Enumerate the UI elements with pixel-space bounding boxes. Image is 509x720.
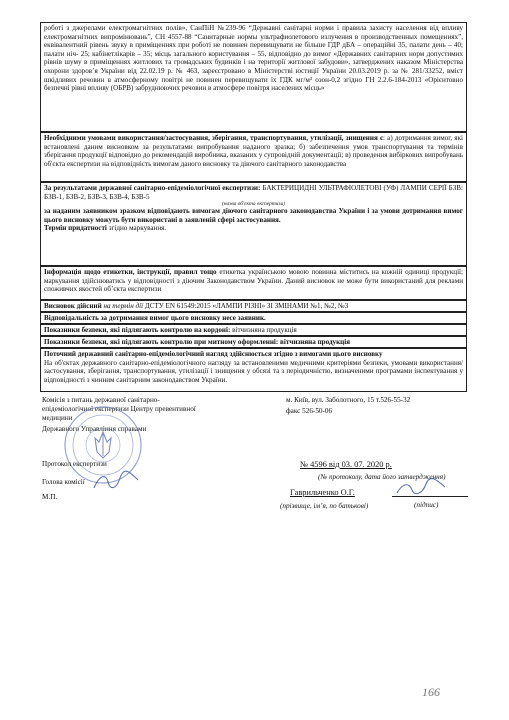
signer-name: Гаврильченко О.Г. [290,488,355,497]
label-info-text: етикетка українською мовою повинна міститись на кожній одиниці продукції; маркування здійснюватись у відповідності з діючим Законодавством України. Даний висновок не може бути використаний для реклами споживчих якостей об’єкта експертизи [44,268,463,294]
page-note: 166 [422,685,440,699]
block-border-control [40,324,467,336]
supervision-title: Поточний державний санітарно-епідеміологічний нагляд здійснюється згідно з вимогами цього висновку [44,350,383,358]
signature-caption: (підпис) [414,501,439,509]
validity-mid: на термін дії [103,302,144,310]
seal-label: М.П. [42,493,58,501]
validity-value: ДСТУ EN 61549:2015 «ЛАМПИ РІЗНІ» ЗІ ЗМІНАМИ №1, №2, №3 [144,302,349,310]
commission-line-2: епідеміологічної експертизи Центру превентивної [42,405,196,413]
term-label: Термін придатності [44,224,107,233]
responsibility-text: Відповідальність за дотримання вимог цього висновку несе заявник. [44,314,266,322]
conditions-text: : а) дотримання вимог, які встановлені даним висновком за результатами випробування наданого зразка; б) забезпечення умов транспортування та термінів зберігання продукції відповідно до рекомендацій виробника, вказаних у супровідній документації; в) проведення вибіркових випробувань об'єкта експертизи на відповідність вимогам даного висновку та діючого санітарного законодавства [44,134,463,168]
protocol-label: Протокол експертизи [42,460,107,468]
block-conditions [40,132,467,182]
address-block [286,396,476,416]
block-customs-control [40,336,467,348]
fax: факс 526-50-06 [286,407,333,415]
border-control-value: вітчизняна продукція [232,326,297,334]
commission-line-1: Комісія з питань державної санітарно- [42,396,160,404]
signer-caption: (прізвище, ім’я, по батькові) [280,502,369,510]
border-control-title: Показники безпеки, які підлягають контролю на кордоні: [44,326,231,334]
block-results [40,182,467,266]
supervision-text: На об'єктах державного санітарно-епідеміологічного нагляду за встановленими медичними критеріями безпеки, умовами використання/застосування, зберігання, транспортування, утилізації і знищення у обсязі та з періодичністю, визначеними програмами інспектування у відповідності з чинним санітарним законодавством України. [44,358,463,384]
block-norms [40,22,467,132]
signature-icon [92,470,142,492]
label-info-title: Інформація щодо етикетки, інструкції, правил тощо [44,268,217,276]
results-text: за наданим заявником зразком відповідають вимогам діючого санітарного законодавства України і за умови дотримання вимог цього висновку можуть бути використані в заявленій сфері застосування. [44,207,463,224]
head-label: Голова комісії [42,478,85,486]
protocol-number: № 4596 від 03. 07. 2020 р. [300,460,392,469]
block-validity [40,300,467,312]
block-responsibility [40,312,467,324]
customs-control-value: вітчизняна продукція [280,338,351,346]
address: м. Київ, вул. Заболотного, 15 т.526-55-32 [286,396,411,404]
norms-text: роботі з джерелами електромагнітних полів», СанПіН №239-96 “Державні санітарні норми і правила захисту населення від впливу електромагнітних випромінювань”, СН 4557-88 “Санитарные нормы ультрафиолетового излучения в производственных помещениях”, еквівалентний рівень звуку в приміщеннях при роботі не повинен перевищувати не більше ГДР дБА – операційні 35, палати день – 40; палати ніч- 25; кабінетлікарів – 35; місць загального користування – 55, відповідно до вимог «Державних санітарних норм допустимих рівнів шуму в приміщеннях житлових та громадських будинків і на території житлової забудови», затверджених наказом Міністерства охорони здоров’я України від 22.02.19 р. № 463, зареєстровано в Міністерстві юстиції України 20.03.2019 р. за № 281/33252, вміст шкідливих речовин в атмосферному повітрі не повинен перевищувати їх ГДК мг/м³ озон-0,2 згідно ГН 2.2.6-184-2013 «Орієнтовно безпечні рівні впливу (ОБРВ) забруднюючих речовин в атмосфере повітря населених місць» [44,24,463,93]
block-label-info [40,266,467,300]
results-caption: (назва об'єкта експертизи) [222,201,285,208]
results-product: БАКТЕРИЦИДНІ УЛЬТРАФІОЛЕТОВІ (УФ) ЛАМПИ СЕРІЇ БЗВ: БЗВ-1, БЗВ-2, БЗВ-3, БЗВ-4, БЗВ-5 [44,184,463,201]
customs-control-title: Показники безпеки, які підлягають контролю при митному оформленні: [44,338,279,346]
validity-title: Висновок дійсний [44,302,102,310]
commission-line-3: медицини [42,414,73,422]
commission-line-4: Державного Управління справами [42,425,147,433]
conditions-title: Необхідними умовами використання/застосування, зберігання, транспортування, утилізації, знищення є [44,134,384,142]
term-value: згідно маркування. [108,224,167,233]
signature-icon [394,478,448,498]
results-title: За результатами державної санітарно-епідеміологічної експертизи: [44,184,261,192]
block-supervision [40,348,467,392]
protocol-number-caption: (№ протоколу, дата його затвердження) [318,473,446,481]
